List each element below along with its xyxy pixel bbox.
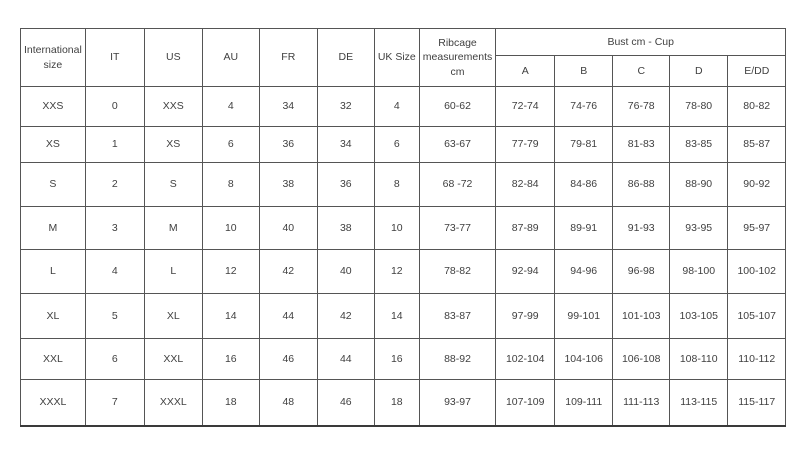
column-header-de: DE: [317, 29, 374, 87]
table-cell: L: [21, 250, 86, 294]
table-cell: 115-117: [728, 380, 786, 426]
table-cell: 79-81: [555, 127, 613, 163]
table-cell: XL: [21, 294, 86, 339]
table-cell: XS: [21, 127, 86, 163]
table-cell: 3: [85, 207, 144, 250]
table-cell: XXS: [21, 87, 86, 127]
table-cell: 44: [259, 294, 317, 339]
table-cell: 1: [85, 127, 144, 163]
table-cell: 16: [374, 339, 419, 380]
table-cell: 7: [85, 380, 144, 426]
table-row: [21, 339, 786, 380]
table-cell: 86-88: [613, 163, 670, 207]
table-cell: 8: [202, 163, 259, 207]
table-cell: 12: [202, 250, 259, 294]
table-cell: 42: [317, 294, 374, 339]
table-cell: 113-115: [670, 380, 728, 426]
column-header-it: IT: [85, 29, 144, 87]
table-row: [21, 294, 786, 339]
table-row: [21, 207, 786, 250]
table-cell: XXL: [21, 339, 86, 380]
table-cell: 4: [202, 87, 259, 127]
table-cell: 63-67: [419, 127, 495, 163]
table-cell: 73-77: [419, 207, 495, 250]
table-cell: XL: [144, 294, 202, 339]
table-cell: 42: [259, 250, 317, 294]
table-body: [21, 87, 786, 426]
table-cell: 6: [202, 127, 259, 163]
column-header-ribcage: Ribcage measurements cm: [419, 29, 495, 87]
table-cell: 18: [374, 380, 419, 426]
table-row: [21, 163, 786, 207]
table-cell: M: [21, 207, 86, 250]
table-cell: 85-87: [728, 127, 786, 163]
table-cell: 14: [374, 294, 419, 339]
table-cell: 82-84: [496, 163, 555, 207]
table-cell: 4: [374, 87, 419, 127]
table-header-row-top: [21, 29, 786, 56]
column-header-cup-c: C: [613, 56, 670, 87]
table-cell: 93-95: [670, 207, 728, 250]
column-header-cup-edd: E/DD: [728, 56, 786, 87]
table-cell: 93-97: [419, 380, 495, 426]
table-cell: 108-110: [670, 339, 728, 380]
table-cell: 98-100: [670, 250, 728, 294]
table-cell: 10: [202, 207, 259, 250]
table-cell: 38: [259, 163, 317, 207]
table-cell: S: [144, 163, 202, 207]
table-cell: 40: [317, 250, 374, 294]
table-cell: 60-62: [419, 87, 495, 127]
table-cell: 5: [85, 294, 144, 339]
table-cell: S: [21, 163, 86, 207]
table-cell: XXS: [144, 87, 202, 127]
size-chart-container: [20, 28, 786, 427]
table-cell: 95-97: [728, 207, 786, 250]
table-cell: 88-92: [419, 339, 495, 380]
table-cell: 88-90: [670, 163, 728, 207]
table-cell: L: [144, 250, 202, 294]
table-cell: 18: [202, 380, 259, 426]
table-cell: 78-80: [670, 87, 728, 127]
table-cell: 104-106: [555, 339, 613, 380]
table-cell: 8: [374, 163, 419, 207]
column-header-uk-size: UK Size: [374, 29, 419, 87]
column-group-header-bust-cup: Bust cm - Cup: [496, 29, 786, 56]
table-cell: XXXL: [144, 380, 202, 426]
table-cell: 91-93: [613, 207, 670, 250]
column-header-cup-b: B: [555, 56, 613, 87]
table-row: [21, 250, 786, 294]
table-cell: 101-103: [613, 294, 670, 339]
column-header-fr: FR: [259, 29, 317, 87]
table-cell: 68 -72: [419, 163, 495, 207]
table-cell: 102-104: [496, 339, 555, 380]
table-cell: 14: [202, 294, 259, 339]
table-cell: 106-108: [613, 339, 670, 380]
size-conversion-table: [20, 28, 786, 427]
table-cell: 107-109: [496, 380, 555, 426]
table-cell: 46: [259, 339, 317, 380]
table-cell: 83-87: [419, 294, 495, 339]
table-cell: 89-91: [555, 207, 613, 250]
table-cell: 94-96: [555, 250, 613, 294]
column-header-au: AU: [202, 29, 259, 87]
table-cell: 78-82: [419, 250, 495, 294]
table-cell: 36: [317, 163, 374, 207]
column-header-cup-d: D: [670, 56, 728, 87]
column-header-us: US: [144, 29, 202, 87]
table-cell: 0: [85, 87, 144, 127]
table-cell: 34: [259, 87, 317, 127]
table-cell: 111-113: [613, 380, 670, 426]
table-row: [21, 380, 786, 426]
table-cell: 6: [374, 127, 419, 163]
table-cell: 72-74: [496, 87, 555, 127]
table-cell: 40: [259, 207, 317, 250]
table-cell: 38: [317, 207, 374, 250]
table-cell: 12: [374, 250, 419, 294]
table-row: [21, 87, 786, 127]
table-cell: 4: [85, 250, 144, 294]
table-cell: 97-99: [496, 294, 555, 339]
table-cell: 105-107: [728, 294, 786, 339]
table-cell: 36: [259, 127, 317, 163]
table-cell: XXXL: [21, 380, 86, 426]
table-cell: 99-101: [555, 294, 613, 339]
column-header-international-size: International size: [21, 29, 86, 87]
table-cell: 16: [202, 339, 259, 380]
table-cell: 110-112: [728, 339, 786, 380]
table-cell: 2: [85, 163, 144, 207]
table-cell: 109-111: [555, 380, 613, 426]
table-cell: 90-92: [728, 163, 786, 207]
table-cell: 46: [317, 380, 374, 426]
table-cell: 77-79: [496, 127, 555, 163]
table-cell: 10: [374, 207, 419, 250]
table-cell: 83-85: [670, 127, 728, 163]
table-row: [21, 127, 786, 163]
table-cell: 81-83: [613, 127, 670, 163]
table-cell: 87-89: [496, 207, 555, 250]
table-cell: 100-102: [728, 250, 786, 294]
table-cell: 76-78: [613, 87, 670, 127]
table-cell: 48: [259, 380, 317, 426]
table-cell: 92-94: [496, 250, 555, 294]
table-cell: XXL: [144, 339, 202, 380]
table-cell: XS: [144, 127, 202, 163]
table-cell: 84-86: [555, 163, 613, 207]
table-header: [21, 29, 786, 87]
table-cell: M: [144, 207, 202, 250]
table-cell: 44: [317, 339, 374, 380]
column-header-cup-a: A: [496, 56, 555, 87]
table-cell: 74-76: [555, 87, 613, 127]
table-cell: 103-105: [670, 294, 728, 339]
table-cell: 34: [317, 127, 374, 163]
table-cell: 6: [85, 339, 144, 380]
table-cell: 96-98: [613, 250, 670, 294]
table-cell: 80-82: [728, 87, 786, 127]
table-cell: 32: [317, 87, 374, 127]
